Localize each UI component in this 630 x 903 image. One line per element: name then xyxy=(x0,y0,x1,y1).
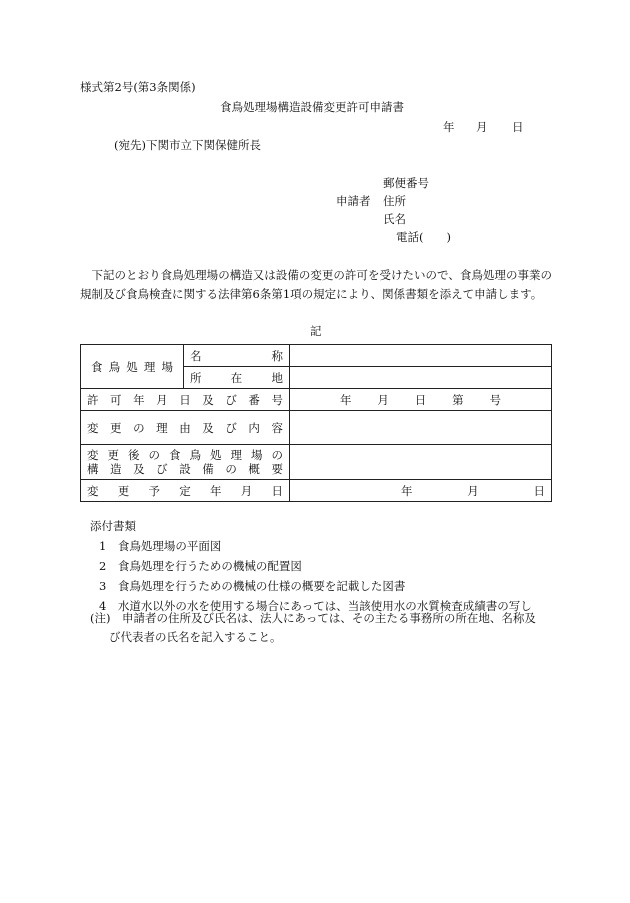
list-item xyxy=(99,576,532,596)
document-title: 食鳥処理場構造設備変更許可申請書 xyxy=(220,100,404,114)
permit-number-suffix: 号 xyxy=(489,392,501,407)
form-number: 様式第2号(第3条関係) xyxy=(80,80,196,94)
attachment-text: 食鳥処理を行うための機械の仕様の概要を記載した図書 xyxy=(117,579,406,593)
date-year-label: 年 xyxy=(443,120,455,134)
facility-name-value xyxy=(290,345,552,367)
planned-change-date-label: 変更予定年月日 xyxy=(81,480,290,502)
attachment-number: 4 xyxy=(99,599,107,613)
date-month-label: 月 xyxy=(476,120,488,134)
permit-number-prefix: 第 xyxy=(452,392,464,407)
applicant-label: 申請者 xyxy=(336,194,371,208)
table-row xyxy=(81,389,552,411)
note-label: (注) xyxy=(90,611,111,625)
permit-date-number-value xyxy=(290,389,552,411)
attachment-text: 水道水以外の水を使用する場合にあっては、当該使用水の水質検査成績書の写し xyxy=(117,599,532,613)
addressee: (宛先)下関市立下関保健所長 xyxy=(114,138,261,152)
facility-label: 食鳥処理場 xyxy=(81,345,184,389)
facility-location-label: 所在地 xyxy=(184,367,290,389)
phone-label: 電話( ) xyxy=(396,230,451,244)
attachments-heading: 添付書類 xyxy=(90,519,136,533)
post-change-structure-label-line2: 構造及び設備の概要 xyxy=(87,462,283,476)
planned-year-unit: 年 xyxy=(401,483,413,498)
table-row xyxy=(81,480,552,502)
planned-month-unit: 月 xyxy=(467,483,479,498)
permit-day-unit: 日 xyxy=(414,392,427,407)
list-item xyxy=(99,536,532,556)
table-row xyxy=(81,345,552,367)
permit-year-unit: 年 xyxy=(340,392,352,407)
table-row xyxy=(81,411,552,445)
note-text-line2: び代表者の氏名を記入すること。 xyxy=(109,630,282,644)
attachment-number: 3 xyxy=(99,579,107,593)
list-item xyxy=(99,556,532,576)
planned-change-date-value xyxy=(290,480,552,502)
post-change-structure-value xyxy=(290,445,552,480)
address-label: 住所 xyxy=(383,194,406,208)
postal-code-label: 郵便番号 xyxy=(383,176,429,190)
name-label: 氏名 xyxy=(383,212,406,226)
permit-date-number-label: 許可年月日及び番号 xyxy=(81,389,290,411)
request-statement: 下記のとおり食鳥処理場の構造又は設備の変更の許可を受けたいので、食鳥処理の事業の規制及び食鳥検査に関する法律第6条第1項の規定により、関係書類を添えて申請します。 xyxy=(80,268,552,301)
note-text-line1: 申請者の住所及び氏名は、法人にあっては、その主たる事務所の所在地、名称及 xyxy=(121,611,536,625)
facility-name-label: 名称 xyxy=(184,345,290,367)
attachments-list xyxy=(80,516,532,616)
note xyxy=(90,609,552,647)
post-change-structure-label xyxy=(81,445,290,480)
post-change-structure-label-line1: 変更後の食鳥処理場の xyxy=(87,448,283,462)
change-reason-value xyxy=(290,411,552,445)
attachment-number: 1 xyxy=(99,539,107,553)
table-row xyxy=(81,445,552,480)
application-details-table xyxy=(80,344,552,502)
date-day-label: 日 xyxy=(512,120,524,134)
facility-location-value xyxy=(290,367,552,389)
permit-month-unit: 月 xyxy=(377,392,389,407)
planned-day-unit: 日 xyxy=(533,483,545,498)
change-reason-label: 変更の理由及び内容 xyxy=(81,411,290,445)
attachment-text: 食鳥処理場の平面図 xyxy=(117,539,222,553)
attachment-number: 2 xyxy=(99,559,107,573)
attachment-text: 食鳥処理を行うための機械の配置図 xyxy=(117,559,302,573)
ki-heading: 記 xyxy=(310,324,322,338)
